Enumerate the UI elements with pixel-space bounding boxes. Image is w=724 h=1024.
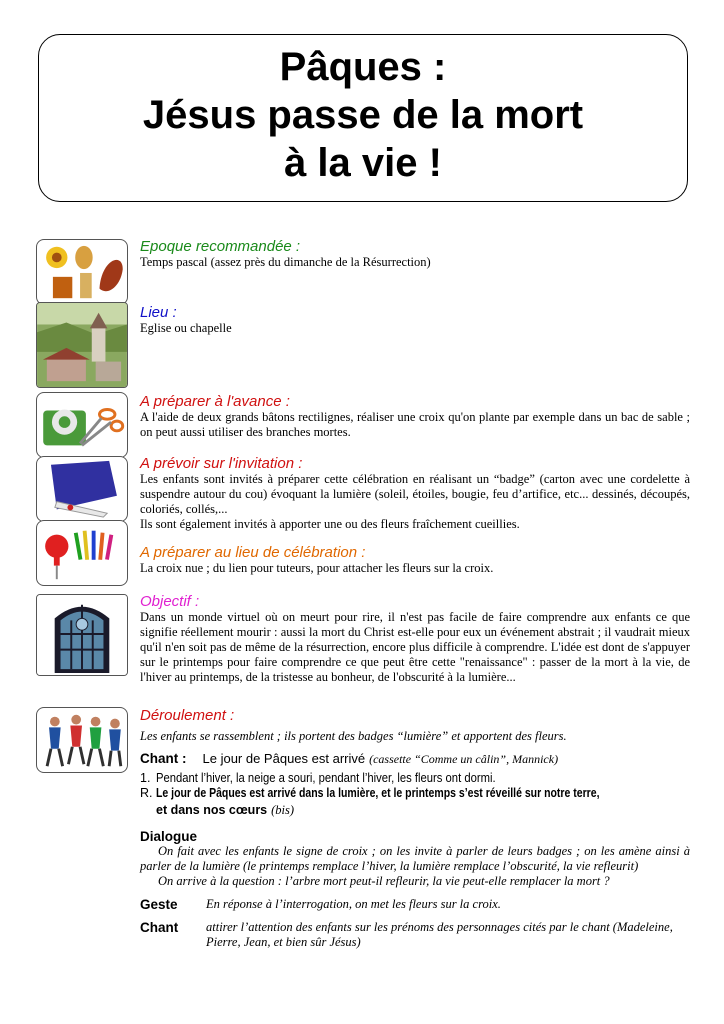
refrain-line-2: et dans nos cœurs <box>156 803 268 817</box>
page-title-line-3: à la vie ! <box>284 141 442 185</box>
lieu-celebration-text: La croix nue ; du lien pour tuteurs, pour attacher les fleurs sur la croix. <box>140 561 494 575</box>
chant2-text: attirer l’attention des enfants sur les prénoms des personnages cités par le chant (Madeleine, Pierre, Jean, et bien sûr Jésus) <box>206 920 673 949</box>
section-deroulement <box>140 707 690 950</box>
section-lieu-celebration <box>140 544 690 576</box>
refrain-line-1: Le jour de Pâques est arrivé dans la lumière, et le printemps s’est réveillé sur notre terre, <box>156 786 600 800</box>
children-dancing-icon <box>36 707 128 773</box>
dialogue-label: Dialogue <box>140 829 198 844</box>
church-village-photo <box>36 302 128 388</box>
verse-text: Pendant l’hiver, la neige a souri, pendant l’hiver, les fleurs ont dormi. <box>156 771 496 785</box>
title-box <box>38 34 688 202</box>
chant-label: Chant : <box>140 751 187 766</box>
chant2-row <box>140 920 690 950</box>
geste-row <box>140 897 690 912</box>
deroulement-heading: Déroulement : <box>140 707 235 724</box>
lieu-celebration-heading: A préparer au lieu de célébration : <box>140 544 366 561</box>
dialogue-text-1: On fait avec les enfants le signe de croix ; on les invite à parler de leurs badges ; on les amène ainsi à parler de la lumière (le printemps remplace l’hiver, la lumière remplace l’obscurité, la vie refleurit) <box>140 844 690 873</box>
section-lieu <box>140 304 690 336</box>
page-title-line-2: Jésus passe de la mort <box>142 93 584 137</box>
invitation-text-2: Ils sont également invités à apporter une ou des fleurs fraîchement cueillies. <box>140 517 520 531</box>
section-objectif <box>140 593 690 685</box>
chant-title: Le jour de Pâques est arrivé <box>202 751 366 766</box>
section-invitation <box>140 455 690 532</box>
chant-line <box>140 750 690 768</box>
lieu-heading: Lieu : <box>140 304 177 321</box>
invitation-heading: A prévoir sur l'invitation : <box>140 455 303 472</box>
preparer-text: A l'aide de deux grands bâtons rectilignes, réaliser une croix qu'on plante par exemple dans un bac de sable ; on peut aussi utiliser des branches mortes. <box>140 410 690 439</box>
pushpin-pencils-icon <box>36 520 128 586</box>
season-icons <box>36 239 128 305</box>
section-epoque <box>140 238 690 270</box>
paper-invitation-icon <box>36 456 128 522</box>
lieu-text: Eglise ou chapelle <box>140 321 232 335</box>
preparer-heading: A préparer à l'avance : <box>140 393 290 410</box>
refrain-bis: (bis) <box>271 803 295 817</box>
tape-scissors-icon <box>36 392 128 458</box>
page-title-line-1: Pâques : <box>279 45 447 89</box>
dialogue-text-2: On arrive à la question : l’arbre mort peut-il refleurir, la vie peut-elle remplacer la mort ? <box>158 874 610 888</box>
chant2-label: Chant <box>140 920 179 935</box>
chant-reference: (cassette “Comme un câlin”, Mannick) <box>369 752 559 766</box>
invitation-text-1: Les enfants sont invités à préparer cette célébration en réalisant un “badge” (carton avec une cordelette à suspendre autour du cou) évoquant la lumière (soleil, étoiles, bougie, feu d’artifice, etc... dessinés, découpés, coloriés, collés,... <box>140 472 690 516</box>
geste-label: Geste <box>140 897 178 912</box>
epoque-heading: Epoque recommandée : <box>140 238 301 255</box>
deroulement-intro: Les enfants se rassemblent ; ils portent des badges “lumière” et apportent des fleurs. <box>140 729 567 743</box>
verse-1 <box>140 771 690 786</box>
refrain-marker: R. <box>140 786 153 800</box>
geste-text: En réponse à l’interrogation, on met les fleurs sur la croix. <box>206 897 501 911</box>
section-preparer <box>140 393 690 440</box>
objectif-heading: Objectif : <box>140 593 200 610</box>
refrain <box>140 786 690 819</box>
objectif-text: Dans un monde virtuel où on meurt pour rire, il n'est pas facile de faire comprendre aux enfants ce que signifie réellement mourir : aussi la mort du Christ est-elle pour eux un événement abstrait ; il vaudrait mieux qu'il n'en soit pas de même de la résurrection, encore plus difficile à comprendre. L'idée est dont de s'appuyer sur le printemps pour faire comprendre ce que peut être cette "renaissance" : passer de la mort à la vie, de l'hiver au printemps, de la tristesse au bonheur, de l'obscurité à la lumière... <box>140 610 690 684</box>
epoque-text: Temps pascal (assez près du dimanche de la Résurrection) <box>140 255 431 269</box>
verse-marker: 1. <box>140 771 151 785</box>
stained-glass-window-icon <box>36 594 128 676</box>
